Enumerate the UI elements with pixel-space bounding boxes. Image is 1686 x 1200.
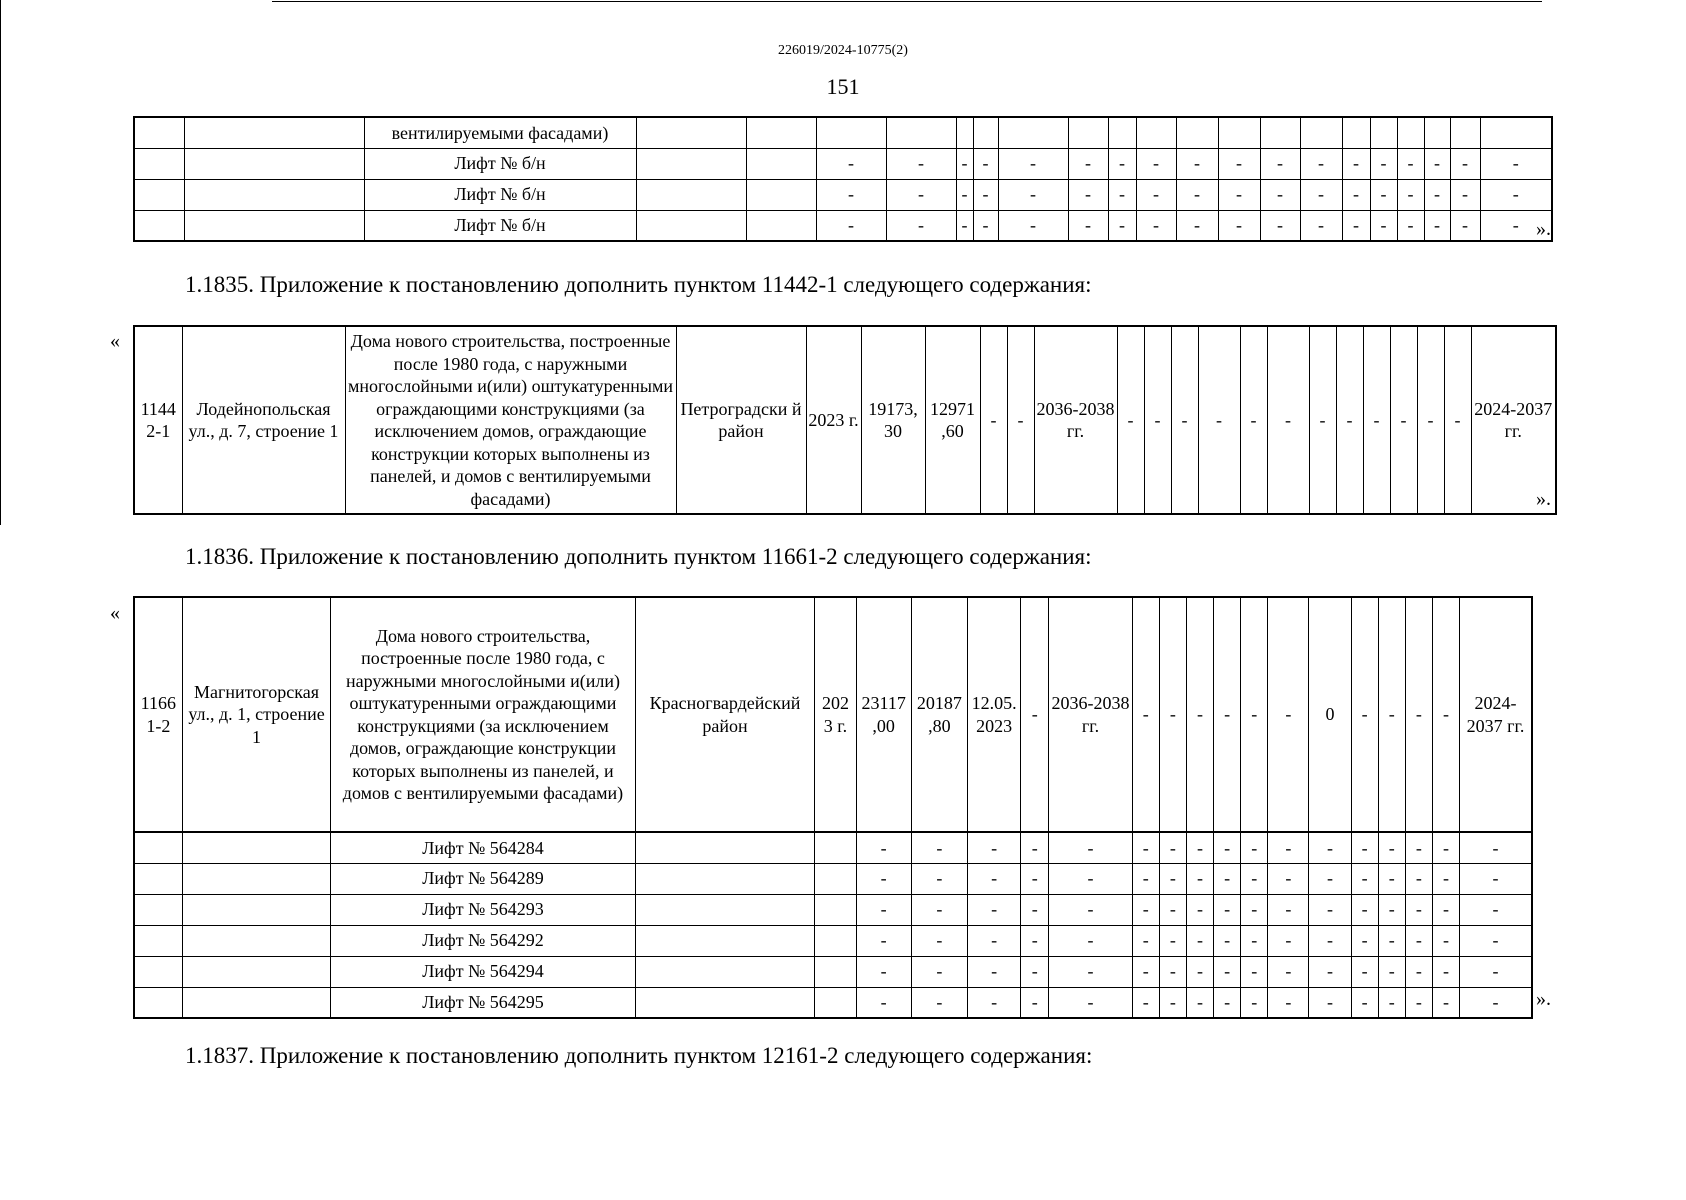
table-cell: - — [1432, 597, 1459, 832]
table-cell: - — [1309, 832, 1351, 863]
table-cell: - — [1241, 863, 1268, 894]
table-cell — [184, 117, 364, 148]
table-row — [134, 597, 1532, 832]
table-cell — [635, 925, 815, 956]
table-cell: - — [1378, 894, 1405, 925]
table-cell — [1397, 117, 1424, 148]
closing-quote: ». — [1536, 218, 1551, 240]
table-cell: - — [1351, 597, 1378, 832]
table-cell: - — [1351, 863, 1378, 894]
table-cell — [134, 117, 184, 148]
table-cell: Лифт № 564293 — [331, 894, 635, 925]
table-cell: - — [1260, 148, 1300, 179]
table-cell: - — [1136, 179, 1176, 210]
table-cell: - — [1186, 956, 1213, 987]
table-cell: Лифт № 564289 — [331, 863, 635, 894]
table-cell: - — [1444, 326, 1471, 514]
table-cell — [1450, 117, 1480, 148]
table-cell: - — [998, 148, 1068, 179]
table-cell: - — [1397, 210, 1424, 241]
table-cell — [184, 210, 364, 241]
table-cell: 20187 ,80 — [911, 597, 967, 832]
table-cell: - — [1144, 326, 1171, 514]
table-cell: - — [886, 179, 956, 210]
page-number: 151 — [826, 74, 860, 99]
opening-quote: « — [110, 602, 120, 624]
table-cell: - — [1171, 326, 1198, 514]
table-cell — [635, 894, 815, 925]
table-cell: - — [1432, 956, 1459, 987]
closing-quote: ». — [1536, 488, 1551, 510]
table-cell: - — [1309, 894, 1351, 925]
table-cell — [1370, 117, 1397, 148]
table-cell — [635, 956, 815, 987]
table-cell: - — [1378, 987, 1405, 1018]
table-cell: - — [1159, 597, 1186, 832]
table-cell: - — [1432, 863, 1459, 894]
table-cell: - — [1132, 597, 1159, 832]
table-cell: - — [1268, 987, 1309, 1018]
table-cell: - — [1068, 179, 1108, 210]
paragraph-1835: 1.1835. Приложение к постановлению дополнить пунктом 11442-1 следующего содержания: — [185, 272, 1092, 297]
table-cell: Красногвардейский район — [635, 597, 815, 832]
table-cell: - — [1021, 956, 1049, 987]
table-cell: - — [1268, 894, 1309, 925]
table-cell — [182, 894, 331, 925]
table-cell: - — [1176, 210, 1218, 241]
table-cell — [635, 987, 815, 1018]
table-cell — [815, 987, 856, 1018]
table-cell — [1108, 117, 1136, 148]
table-cell — [1342, 117, 1370, 148]
table-cell: - — [911, 894, 967, 925]
table-cell: Лифт № 564294 — [331, 956, 635, 987]
table-cell — [635, 832, 815, 863]
table-cell — [134, 925, 182, 956]
table-cell: - — [1241, 987, 1268, 1018]
table-cell: - — [1351, 894, 1378, 925]
table-cell: Лифт № 564292 — [331, 925, 635, 956]
table-cell: - — [1405, 597, 1432, 832]
table-cell: - — [1460, 925, 1532, 956]
table-cell: - — [1136, 210, 1176, 241]
table-cell: - — [1397, 148, 1424, 179]
table-cell: - — [1460, 894, 1532, 925]
table-cell: - — [1432, 987, 1459, 1018]
table-cell: - — [1021, 832, 1049, 863]
table-cell: - — [1214, 987, 1241, 1018]
table-cell: - — [856, 956, 911, 987]
table-cell: - — [1351, 925, 1378, 956]
table-cell — [134, 956, 182, 987]
table-cell — [998, 117, 1068, 148]
table-cell — [635, 863, 815, 894]
table-cell: - — [1117, 326, 1144, 514]
table-row — [134, 148, 1552, 179]
table-cell: - — [1405, 956, 1432, 987]
table-cell — [886, 117, 956, 148]
table-cell: - — [1480, 148, 1552, 179]
table-cell: - — [1049, 894, 1132, 925]
table-row — [134, 117, 1552, 148]
table-cell: - — [1198, 326, 1240, 514]
table-cell: - — [1460, 956, 1532, 987]
table-cell — [134, 148, 184, 179]
table-cell: - — [1049, 863, 1132, 894]
table-cell: - — [1021, 925, 1049, 956]
table-cell — [1068, 117, 1108, 148]
table-cell: - — [1397, 179, 1424, 210]
table-cell — [815, 894, 856, 925]
table-cell: - — [1218, 179, 1260, 210]
table-cell: - — [886, 148, 956, 179]
table-cell: Лифт № б/н — [364, 179, 636, 210]
table-cell: - — [1176, 179, 1218, 210]
table-cell: - — [1268, 832, 1309, 863]
table-cell: - — [1068, 210, 1108, 241]
table-cell: - — [1450, 148, 1480, 179]
table-cell: - — [1186, 894, 1213, 925]
document-number: 226019/2024-10775(2) — [778, 43, 908, 58]
table-cell: - — [911, 832, 967, 863]
table-cell: - — [816, 179, 886, 210]
table-cell — [1176, 117, 1218, 148]
table-cell: - — [1405, 987, 1432, 1018]
table-cell: - — [1424, 179, 1450, 210]
table-cell: - — [1351, 956, 1378, 987]
table-cell: - — [856, 832, 911, 863]
table-cell: - — [1405, 863, 1432, 894]
table-cell: - — [856, 863, 911, 894]
table-cell: - — [1068, 148, 1108, 179]
table-cell: Дома нового строительства, построенные после 1980 года, с наружными многослойными и(или) оштукатуренными ограждающими конструкциями (за исключением домов, ограждающие конструкции которых выполнены из панелей, и домов с вентилируемыми фасадами) — [345, 326, 676, 514]
table-cell — [815, 832, 856, 863]
table-cell: - — [856, 987, 911, 1018]
table-cell — [134, 863, 182, 894]
table-cell: - — [1214, 894, 1241, 925]
table-cell: 2023 г. — [806, 326, 861, 514]
table-cell: - — [1260, 179, 1300, 210]
table-cell: - — [1132, 863, 1159, 894]
table-cell: - — [1186, 863, 1213, 894]
table-row — [134, 956, 1532, 987]
table-cell: Лифт № 564295 — [331, 987, 635, 1018]
table-cell: - — [911, 987, 967, 1018]
table-cell: Петроградски й район — [676, 326, 806, 514]
table-cell: - — [1159, 894, 1186, 925]
table-cell: - — [1405, 832, 1432, 863]
table-row — [134, 179, 1552, 210]
table-cell — [1218, 117, 1260, 148]
table-cell: - — [856, 894, 911, 925]
table-cell: - — [1132, 894, 1159, 925]
table-cell: - — [1370, 210, 1397, 241]
table-cell: - — [1186, 925, 1213, 956]
table-cell: - — [1159, 956, 1186, 987]
table-cell: - — [1432, 894, 1459, 925]
table-cell: 2024-2037 гг. — [1471, 326, 1556, 514]
table-cell — [1136, 117, 1176, 148]
table-cell: - — [1378, 832, 1405, 863]
opening-quote: « — [110, 330, 120, 352]
table-cell: - — [1241, 925, 1268, 956]
table-cell: - — [1159, 925, 1186, 956]
table-cell: - — [1159, 832, 1186, 863]
table-cell: - — [968, 832, 1021, 863]
table-cell: 12971 ,60 — [925, 326, 980, 514]
table-cell: 19173, 30 — [861, 326, 925, 514]
table-row — [134, 894, 1532, 925]
table-cell: - — [1049, 832, 1132, 863]
table-cell — [182, 925, 331, 956]
table-cell: - — [1300, 148, 1342, 179]
table-cell: - — [1309, 987, 1351, 1018]
table-cell: 2036-2038 гг. — [1034, 326, 1117, 514]
table-cell — [746, 210, 816, 241]
table-cell: - — [1342, 179, 1370, 210]
table-cell: - — [1214, 832, 1241, 863]
table-row — [134, 863, 1532, 894]
table-cell — [134, 210, 184, 241]
table-cell: - — [1300, 210, 1342, 241]
table-cell: 0 — [1309, 597, 1351, 832]
table-cell: - — [1309, 925, 1351, 956]
table-cell — [815, 956, 856, 987]
table-cell: - — [1214, 925, 1241, 956]
table-cell — [1260, 117, 1300, 148]
table-cell: - — [1021, 987, 1049, 1018]
table-cell — [816, 117, 886, 148]
table-cell: - — [1378, 925, 1405, 956]
table-cell — [1480, 117, 1552, 148]
table-cell — [746, 179, 816, 210]
table-cell — [1424, 117, 1450, 148]
table-cell: - — [1021, 894, 1049, 925]
table-cell: - — [1300, 179, 1342, 210]
table-cell: - — [1309, 326, 1336, 514]
table-cell: - — [968, 925, 1021, 956]
table-cell: - — [1218, 148, 1260, 179]
closing-quote: ». — [1536, 988, 1551, 1010]
table-cell: - — [1309, 863, 1351, 894]
table-cell: Лифт № б/н — [364, 210, 636, 241]
paragraph-1837: 1.1837. Приложение к постановлению дополнить пунктом 12161-2 следующего содержания: — [185, 1043, 1093, 1068]
table-cell: - — [1176, 148, 1218, 179]
table-cell: - — [1021, 597, 1049, 832]
table-cell: - — [856, 925, 911, 956]
table-cell: 2024-2037 гг. — [1460, 597, 1532, 832]
table-cell: - — [1405, 925, 1432, 956]
table-cell: - — [1378, 863, 1405, 894]
table-cell: - — [1241, 597, 1268, 832]
table-cell: - — [1268, 863, 1309, 894]
table-cell: - — [1460, 863, 1532, 894]
table-cell: - — [1159, 987, 1186, 1018]
table-cell: - — [1108, 210, 1136, 241]
table-cell: - — [1049, 987, 1132, 1018]
table-cell: - — [1241, 894, 1268, 925]
table-cell — [182, 956, 331, 987]
table-cell — [956, 117, 973, 148]
table-cell: - — [1268, 597, 1309, 832]
table-cell: - — [1309, 956, 1351, 987]
table-row — [134, 326, 1556, 514]
table-cell — [636, 210, 746, 241]
table-cell: - — [1214, 863, 1241, 894]
table-row — [134, 925, 1532, 956]
table-cell: - — [1480, 210, 1552, 241]
table-cell: - — [968, 987, 1021, 1018]
table-11442-1 — [133, 325, 1557, 515]
table-cell — [636, 148, 746, 179]
table-cell: вентилируемыми фасадами) — [364, 117, 636, 148]
table-cell — [815, 863, 856, 894]
table-cell: - — [1351, 987, 1378, 1018]
table-cell: - — [956, 148, 973, 179]
table-11661-2 — [133, 596, 1533, 1019]
table-cell: - — [1159, 863, 1186, 894]
table-cell: - — [973, 179, 998, 210]
table-cell: - — [1132, 987, 1159, 1018]
table-cell: - — [816, 210, 886, 241]
table-cell: - — [1186, 987, 1213, 1018]
table-cell: - — [911, 925, 967, 956]
table-cell: - — [1049, 956, 1132, 987]
table-cell: - — [1021, 863, 1049, 894]
table-cell: 1144 2-1 — [134, 326, 182, 514]
table-cell: Магнитогорская ул., д. 1, строение 1 — [182, 597, 331, 832]
table-cell: - — [1267, 326, 1309, 514]
table-cell: - — [998, 210, 1068, 241]
table-cell: - — [1390, 326, 1417, 514]
table-cell — [1300, 117, 1342, 148]
table-cell: - — [1186, 832, 1213, 863]
table-cell: - — [1049, 925, 1132, 956]
table-cell: - — [1268, 925, 1309, 956]
table-cell: - — [1378, 597, 1405, 832]
table-cell: - — [1132, 832, 1159, 863]
table-cell — [182, 987, 331, 1018]
table-cell — [184, 148, 364, 179]
table-cell: - — [1342, 148, 1370, 179]
table-cell: - — [1460, 987, 1532, 1018]
table-cell: - — [1432, 832, 1459, 863]
table-cell: 2036-2038 гг. — [1049, 597, 1132, 832]
table-cell: 202 3 г. — [815, 597, 856, 832]
table-cell: - — [1424, 148, 1450, 179]
table-cell — [182, 832, 331, 863]
table-row — [134, 987, 1532, 1018]
table-cell: - — [1136, 148, 1176, 179]
paragraph-1836: 1.1836. Приложение к постановлению дополнить пунктом 11661-2 следующего содержания: — [185, 544, 1092, 569]
table-cell: 12.05. 2023 — [968, 597, 1021, 832]
table-cell: - — [1342, 210, 1370, 241]
table-cell — [134, 894, 182, 925]
table-cell — [746, 148, 816, 179]
table-cell: - — [1370, 148, 1397, 179]
table-cell — [134, 832, 182, 863]
table-cell: - — [1378, 956, 1405, 987]
table-cell: - — [968, 956, 1021, 987]
table-cell: - — [1240, 326, 1267, 514]
table-cell: - — [1405, 894, 1432, 925]
table-cell — [746, 117, 816, 148]
table-cell — [973, 117, 998, 148]
table-cell: - — [1132, 956, 1159, 987]
table-cell: 23117 ,00 — [856, 597, 911, 832]
table-cell: Лифт № 564284 — [331, 832, 635, 863]
table-cell: Лифт № б/н — [364, 148, 636, 179]
table-cell: - — [1417, 326, 1444, 514]
table-cell: - — [816, 148, 886, 179]
table-cell: - — [956, 210, 973, 241]
table-cell: - — [1351, 832, 1378, 863]
table-row — [134, 832, 1532, 863]
table-cell: - — [1132, 925, 1159, 956]
table-cell: Дома нового строительства, построенные после 1980 года, с наружными многослойными и(или) оштукатуренными ограждающими конструкциями (за исключением домов, ограждающие конструкции которых выполнены из панелей, и домов с вентилируемыми фасадами) — [331, 597, 635, 832]
table-cell: - — [911, 956, 967, 987]
table-cell: - — [968, 894, 1021, 925]
table-cell: - — [973, 210, 998, 241]
table-cell: - — [1450, 210, 1480, 241]
table-cell — [182, 863, 331, 894]
table-cell: - — [1186, 597, 1213, 832]
table-cell: - — [1432, 925, 1459, 956]
table-cell: - — [1450, 179, 1480, 210]
table-cell: - — [1363, 326, 1390, 514]
table-cell: - — [1214, 956, 1241, 987]
table-cell: - — [886, 210, 956, 241]
table-cell: - — [1007, 326, 1034, 514]
table-cell: - — [1336, 326, 1363, 514]
table-cell: - — [973, 148, 998, 179]
table-cell: - — [956, 179, 973, 210]
table-cell: - — [980, 326, 1007, 514]
table-cell: - — [1424, 210, 1450, 241]
table-cell: - — [1460, 832, 1532, 863]
table-cell: - — [968, 863, 1021, 894]
table-cell — [636, 117, 746, 148]
table-cell — [815, 925, 856, 956]
table-cell: - — [1241, 832, 1268, 863]
table-cell — [134, 987, 182, 1018]
table-cell: - — [1218, 210, 1260, 241]
table-cell: - — [1370, 179, 1397, 210]
table-cell: - — [911, 863, 967, 894]
scan-top-edge — [272, 1, 1542, 2]
table-cell: - — [1214, 597, 1241, 832]
table-cell: 1166 1-2 — [134, 597, 182, 832]
table-cell: - — [1268, 956, 1309, 987]
table-cell: - — [1480, 179, 1552, 210]
table-cell: - — [998, 179, 1068, 210]
table-cell — [134, 179, 184, 210]
table-cell: - — [1108, 179, 1136, 210]
table-continuation — [133, 116, 1553, 242]
table-cell: - — [1108, 148, 1136, 179]
table-cell: Лодейнопольская ул., д. 7, строение 1 — [182, 326, 345, 514]
table-row — [134, 210, 1552, 241]
table-cell: - — [1241, 956, 1268, 987]
table-cell — [636, 179, 746, 210]
table-cell: - — [1260, 210, 1300, 241]
table-cell — [184, 179, 364, 210]
